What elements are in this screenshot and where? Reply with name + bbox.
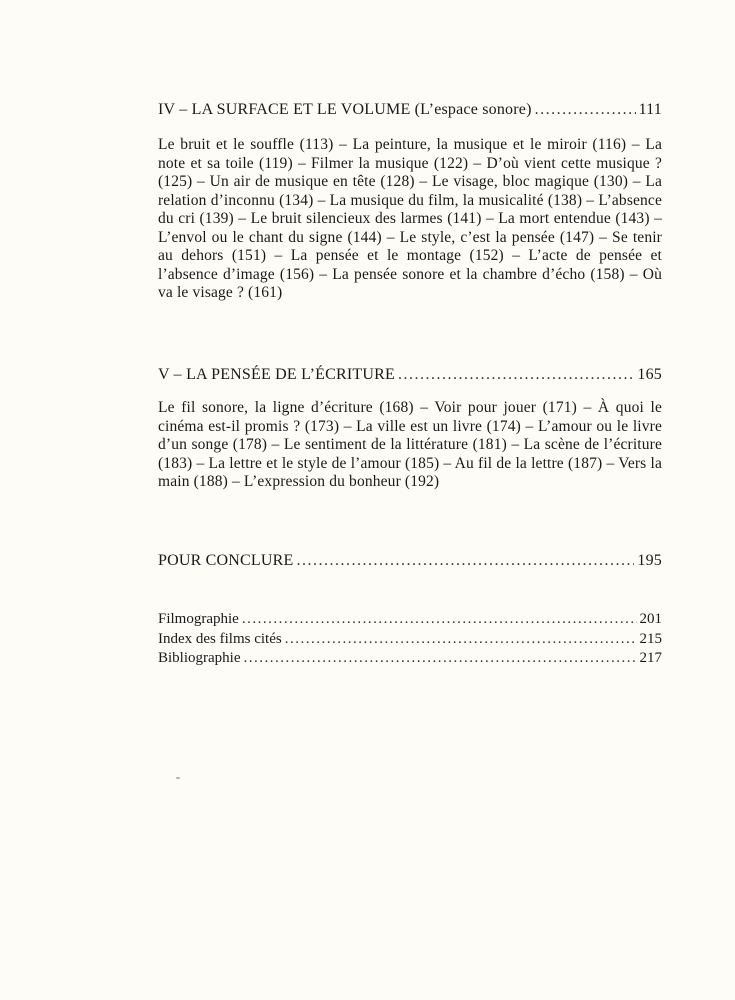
appendix-list (158, 610, 662, 669)
conclusion-page-number: 195 (637, 552, 662, 569)
appendix-title: Bibliographie (158, 650, 241, 666)
section-4-page-number: 111 (638, 101, 662, 118)
toc-entry-conclusion[interactable] (158, 551, 662, 571)
section-4-title: IV – LA SURFACE ET LE VOLUME (L’espace sonore) (158, 101, 532, 118)
dot-leader (242, 610, 637, 630)
conclusion-title: POUR CONCLURE (158, 552, 294, 569)
appendix-title: Filmographie (158, 611, 239, 627)
dot-leader (398, 365, 634, 385)
dot-leader (285, 630, 637, 650)
toc-entry-filmography[interactable] (158, 610, 662, 630)
dot-leader (535, 100, 636, 120)
paper-speck (176, 777, 180, 779)
section-5-page-number: 165 (637, 366, 662, 383)
toc-entry-section-5[interactable] (158, 365, 662, 385)
toc-entry-film-index[interactable] (158, 630, 662, 650)
dot-leader (297, 551, 635, 571)
section-4-summary: Le bruit et le souffle (113) – La peinture, la musique et le miroir (116) – La note et sa toile (119) – Filmer la musique (122) – D’où vient cette musique ? (125) – Un air de musique en tête (128) – Le visage, bloc magique (130) – La relation d’inconnu (134) – La musique du film, la musicalité (138) – L’absence du cri (139) – Le bruit silencieux des larmes (141) – La mort entendue (143) – L’envol ou le chant du signe (144) – Le style, c’est la pensée (147) – Se tenir au dehors (151) – La pensée et le montage (152) – L’acte de pensée et l’absence d’image (156) – La pensée sonore et la chambre d’écho (158) – Où va le visage ? (161) (158, 136, 662, 301)
section-5-summary: Le fil sonore, la ligne d’écriture (168) – Voir pour jouer (171) – À quoi le cinéma est-il promis ? (173) – La ville est un livre (174) – L’amour ou le livre d’un songe (178) – Le sentiment de la littérature (181) – La scène de l’écriture (183) – La lettre et le style de l’amour (185) – Au fil de la lettre (187) – Vers la main (188) – L’expression du bonheur (192) (158, 399, 662, 490)
appendix-page-number: 215 (639, 630, 662, 647)
appendix-title: Index des films cités (158, 630, 282, 647)
appendix-page-number: 217 (639, 650, 662, 666)
appendix-page-number: 201 (639, 611, 662, 627)
toc-entry-section-4[interactable] (158, 100, 662, 120)
dot-leader (244, 649, 637, 669)
toc-entry-bibliography[interactable] (158, 649, 662, 669)
section-5-title: V – LA PENSÉE DE L’ÉCRITURE (158, 366, 395, 383)
